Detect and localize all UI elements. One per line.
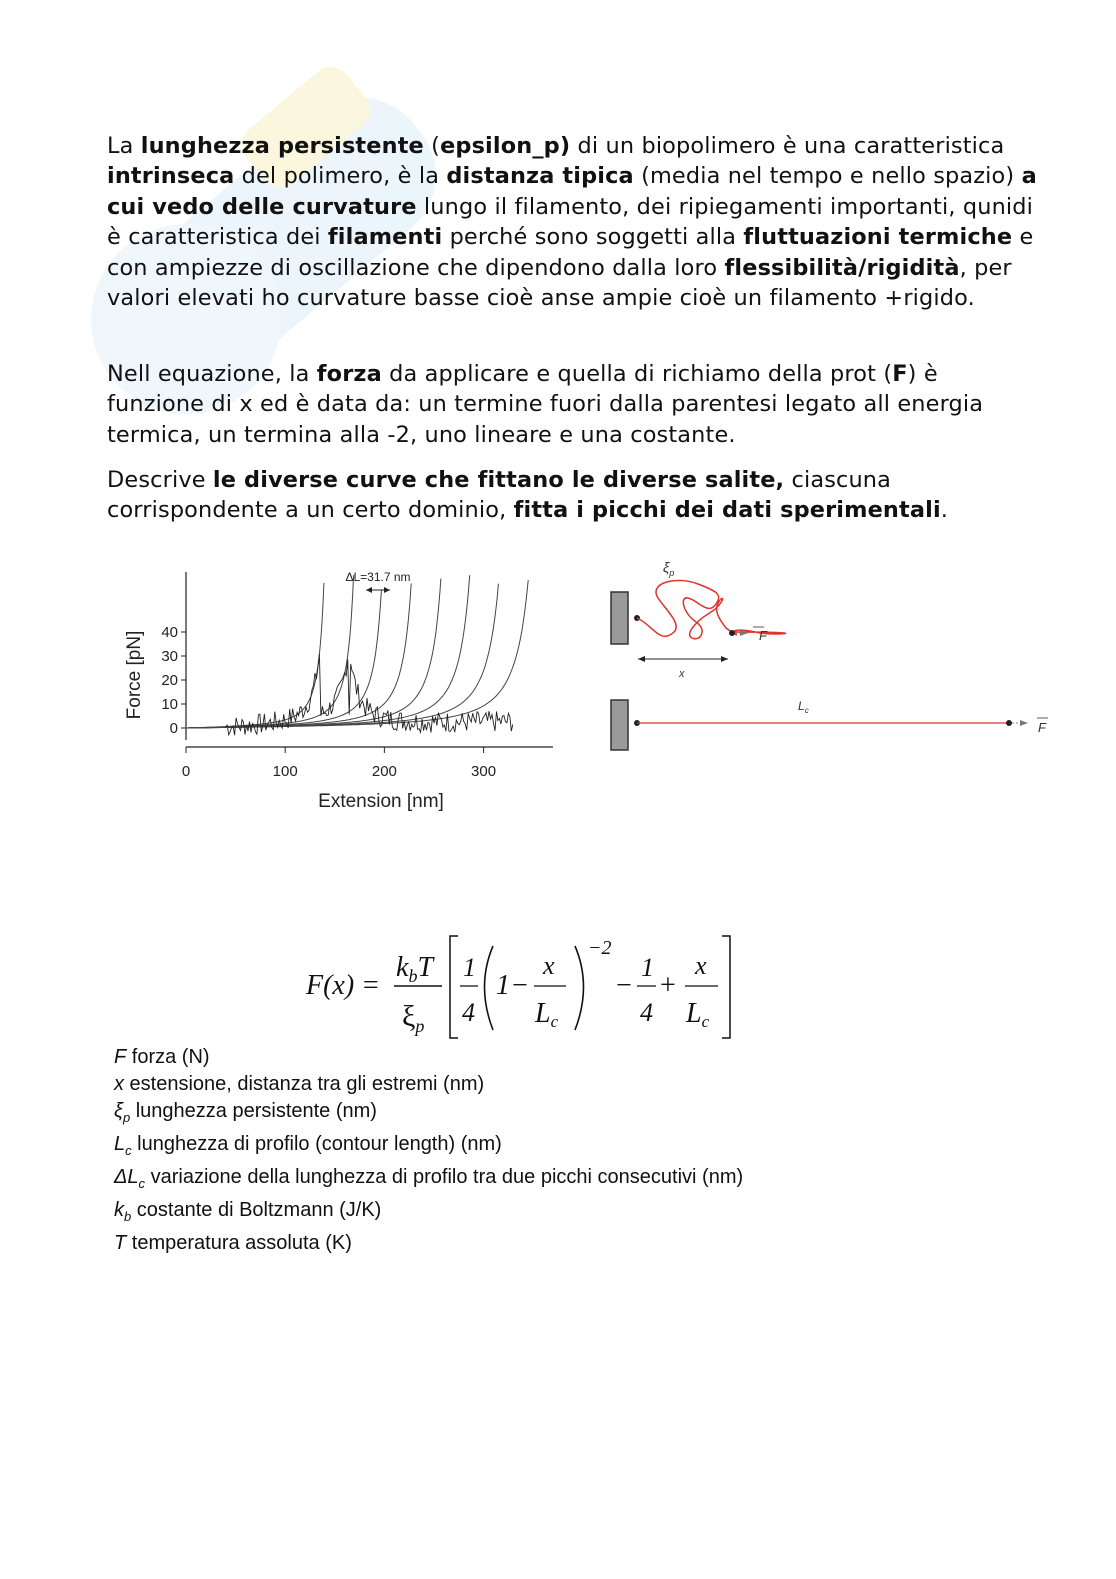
y-tick-label: 40	[161, 624, 178, 641]
wlc-fit-curve	[186, 580, 528, 728]
legend-symbol-subscript: b	[124, 1209, 132, 1224]
legend-description: variazione della lunghezza di profilo tra due picchi consecutivi (nm)	[145, 1166, 744, 1188]
wlc-fit-curve	[186, 584, 498, 728]
chain-end-top	[729, 630, 735, 636]
x-label: x	[679, 668, 685, 680]
wlc-fit-curve	[186, 575, 470, 728]
formula-one-c: 1	[641, 953, 654, 982]
x-tick-label: 100	[272, 763, 298, 780]
wlc-fit-curve	[186, 579, 441, 729]
legend-description: lunghezza persistente (nm)	[130, 1100, 377, 1122]
x-axis-label: Extension [nm]	[318, 791, 444, 812]
formula-kb: $k_bT$	[396, 952, 434, 986]
formula-x-a: x	[543, 951, 555, 980]
x-tick-label: 200	[371, 763, 397, 780]
legend-row	[114, 1197, 743, 1230]
formula-lhs: F(x) =	[306, 970, 381, 1001]
right-paren	[575, 946, 584, 1030]
formula-lc-a: Lc	[535, 998, 559, 1031]
formula-lc-b: Lc	[686, 998, 710, 1031]
legend-symbol-subscript: c	[138, 1176, 146, 1191]
x-tick-label: 300	[471, 763, 497, 780]
polymer-schematic	[611, 559, 1048, 750]
right-bracket	[722, 936, 730, 1038]
legend-description: forza (N)	[126, 1046, 210, 1068]
y-tick-label: 30	[161, 648, 178, 665]
y-ticks	[161, 624, 186, 737]
xi-p-label: $\xi_p$	[663, 559, 675, 578]
symbol-legend	[114, 1044, 743, 1257]
surface-block-top	[611, 592, 628, 644]
legend-symbol: F	[114, 1046, 127, 1068]
force-label-top: F	[759, 628, 767, 643]
legend-row	[114, 1044, 743, 1071]
y-tick-label: 20	[161, 672, 178, 689]
delta-l-arrow	[366, 587, 390, 593]
paragraph-force-equation: Nell equazione, la forza da applicare e quella di richiamo della prot (F) è funzione di x ed è data da: un termine fuori dalla parentesi legato all energia termica, un termina alla -2, uno lineare e una costante.	[107, 361, 984, 448]
formula-x-b: x	[695, 951, 707, 980]
legend-row	[114, 1071, 743, 1098]
legend-description: estensione, distanza tra gli estremi (nm)	[124, 1073, 485, 1095]
paragraph-persistence-length: La lunghezza persistente (epsilon_p) di un biopolimero è una caratteristica intrinseca del polimero, è la distanza tipica (media nel tempo e nello spazio) a cui vedo delle curvature lungo il filamento, dei ripiegamenti importanti, qunidi è caratteristica dei filamenti perché sono soggetti alla fluttuazioni termiche e con ampiezze di oscillazione che dipendono dalla loro flessibilità/rigidità, per valori elevati ho curvature basse cioè anse ampie cioè un filamento +rigido.	[107, 133, 1037, 312]
legend-symbol-subscript: p	[122, 1110, 131, 1125]
formula-xi-p: $\xi_p$	[402, 1000, 425, 1036]
legend-row	[114, 1131, 743, 1164]
wlc-fit-curve	[186, 583, 324, 728]
formula-four: 4	[462, 998, 475, 1027]
formula-one: 1	[463, 953, 476, 982]
formula-minus-b: −	[616, 970, 632, 1001]
legend-symbol: k	[114, 1199, 124, 1221]
legend-symbol: L	[114, 1133, 126, 1155]
figure-force-extension	[108, 550, 1068, 820]
delta-l-annotation: ΔL=31.7 nm	[345, 570, 411, 584]
wlc-formula	[300, 926, 740, 1046]
left-bracket	[450, 936, 458, 1038]
formula-exponent: −2	[588, 937, 612, 959]
legend-description: temperatura assoluta (K)	[126, 1232, 352, 1254]
legend-description: lunghezza di profilo (contour length) (nm)	[131, 1133, 502, 1155]
formula-minus-a: −	[512, 970, 528, 1001]
force-extension-chart	[124, 570, 553, 812]
legend-symbol: ξ	[114, 1100, 123, 1122]
legend-row	[114, 1230, 743, 1257]
y-tick-label: 10	[161, 696, 178, 713]
legend-row	[114, 1164, 743, 1197]
formula-four-b: 4	[640, 998, 653, 1027]
chain-end-bottom	[1006, 720, 1012, 726]
surface-block-bottom	[611, 700, 628, 750]
legend-symbol: x	[114, 1073, 124, 1095]
y-tick-label: 0	[169, 720, 178, 737]
x-ticks	[182, 747, 496, 780]
wlc-fit-curve	[186, 575, 354, 728]
legend-symbol-subscript: c	[125, 1143, 132, 1158]
paragraph-fit-curves: Descrive le diverse curve che fittano le diverse salite, ciascuna corrispondente a un certo dominio, fitta i picchi dei dati sperimentali.	[107, 467, 949, 524]
wlc-fit-curves	[186, 575, 528, 728]
legend-symbol: ΔL	[114, 1166, 139, 1188]
legend-description: costante di Boltzmann (J/K)	[131, 1199, 382, 1221]
formula-one-b: 1	[496, 970, 510, 1001]
x-tick-label: 0	[181, 763, 191, 780]
legend-row	[114, 1098, 743, 1131]
y-axis-label: Force [pN]	[124, 630, 145, 720]
force-label-bottom: F	[1038, 720, 1046, 735]
lc-label: $L_c$	[798, 699, 809, 715]
legend-symbol: T	[114, 1232, 127, 1254]
left-paren	[485, 946, 494, 1030]
formula-plus: +	[660, 970, 676, 1001]
